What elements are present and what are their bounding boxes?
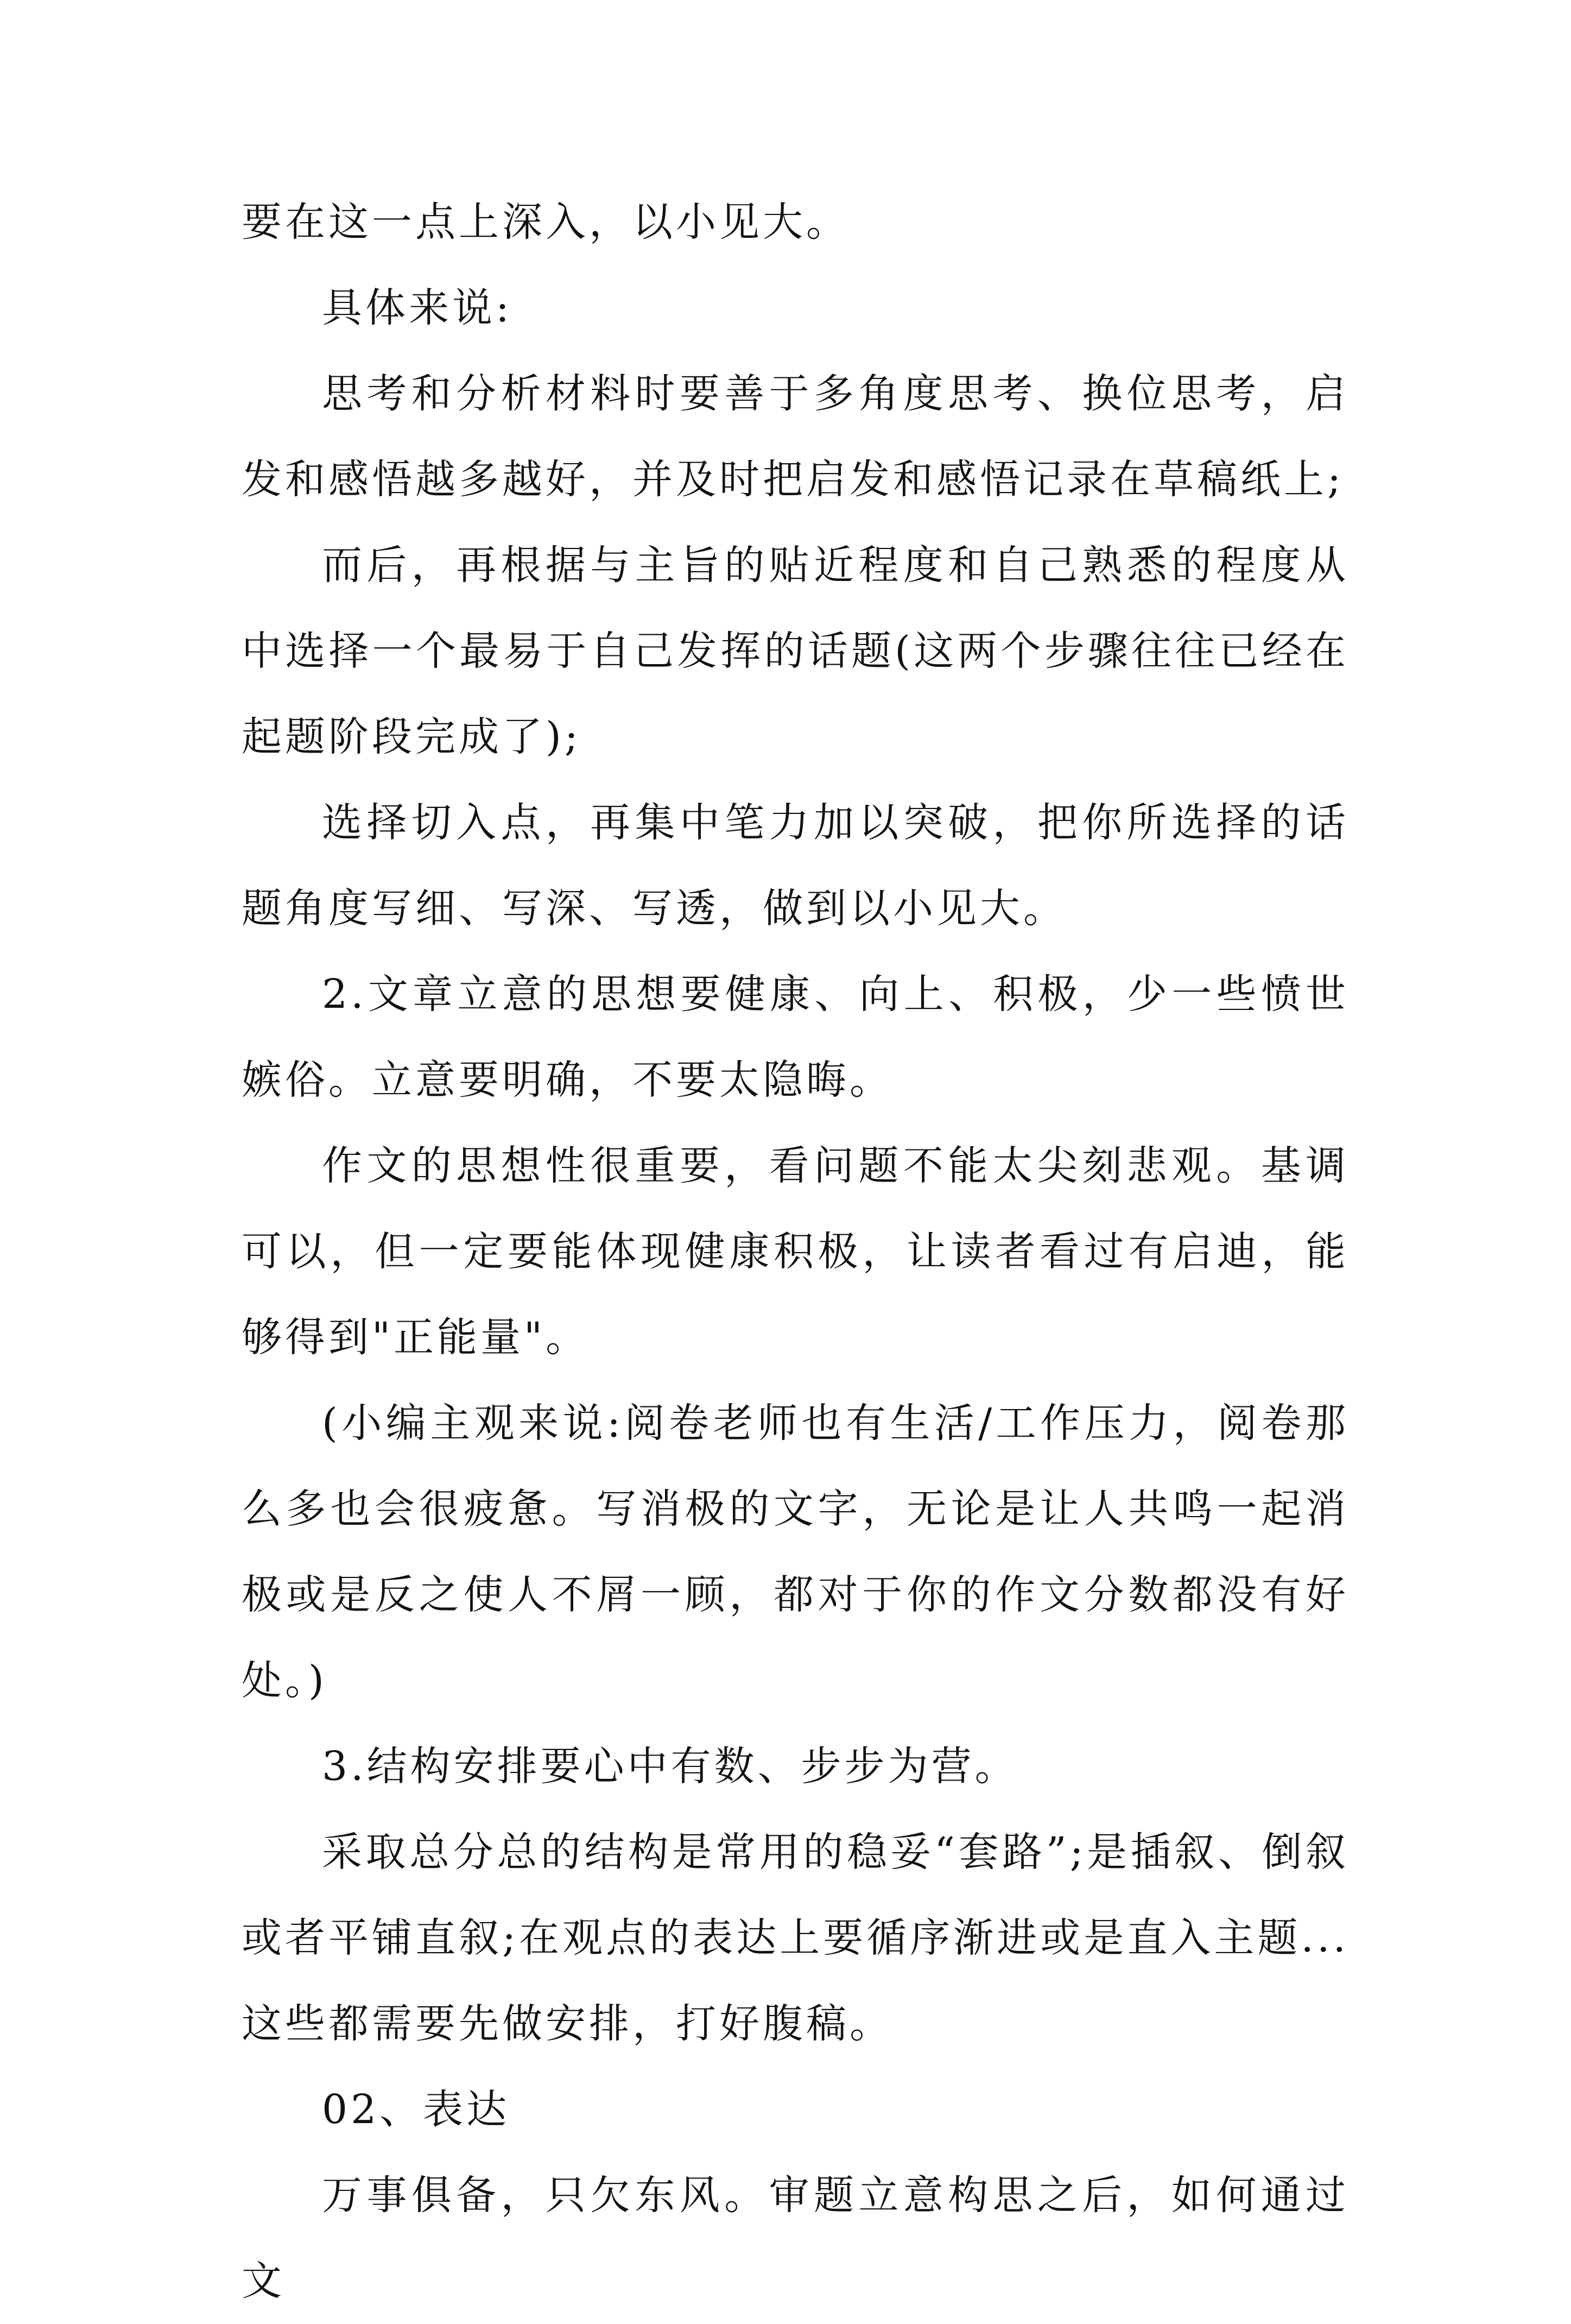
document-body [242, 179, 1349, 2324]
paragraph: 采取总分总的结构是常用的稳妥“套路”;是插叙、倒叙或者平铺直叙;在观点的表达上要循序渐进或是直入主题...这些都需要先做安排，打好腹稿。 [242, 1829, 1349, 2047]
paragraph: 而后，再根据与主旨的贴近程度和自己熟悉的程度从中选择一个最易于自己发挥的话题(这两个步骤往往已经在起题阶段完成了); [242, 542, 1349, 760]
paragraph: 要在这一点上深入，以小见大。 [242, 199, 850, 245]
section-heading: 02、表达 [322, 2086, 510, 2133]
paragraph: 作文的思想性很重要，看问题不能太尖刻悲观。基调可以，但一定要能体现健康积极，让读者看过有启迪，能够得到"正能量"。 [242, 1142, 1349, 1361]
paragraph: 万事俱备，只欠东风。审题立意构思之后，如何通过文 [242, 2172, 1349, 2304]
paragraph: 选择切入点，再集中笔力加以突破，把你所选择的话题角度写细、写深、写透，做到以小见大。 [242, 799, 1349, 932]
paragraph: 3.结构安排要心中有数、步步为营。 [322, 1743, 1018, 1790]
paragraph: (小编主观来说:阅卷老师也有生活/工作压力，阅卷那么多也会很疲惫。写消极的文字，无论是让人共鸣一起消极或是反之使人不屑一顾，都对于你的作文分数都没有好处。) [242, 1400, 1349, 1704]
paragraph: 2.文章立意的思想要健康、向上、积极，少一些愤世嫉俗。立意要明确，不要太隐晦。 [242, 971, 1349, 1103]
paragraph: 思考和分析材料时要善于多角度思考、换位思考，启发和感悟越多越好，并及时把启发和感悟记录在草稿纸上; [242, 370, 1349, 503]
paragraph: 具体来说: [322, 285, 512, 331]
